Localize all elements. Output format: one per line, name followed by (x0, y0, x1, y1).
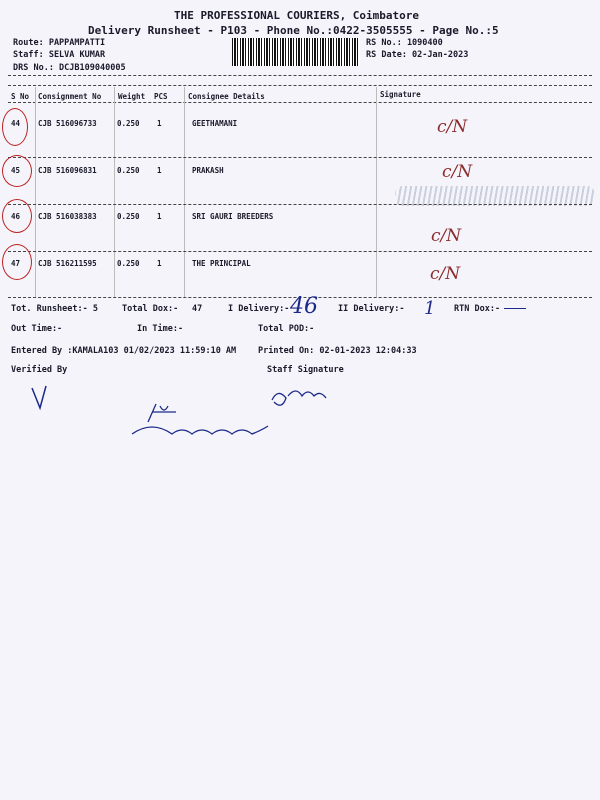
company-title: THE PROFESSIONAL COURIERS, Coimbatore (174, 9, 420, 22)
handwritten-signatures (20, 382, 340, 442)
entered-by: Entered By :KAMALA103 01/02/2023 11:59:10 AM (11, 346, 237, 356)
staff-signature-label: Staff Signature (267, 365, 344, 375)
col-header-pcs: PCS (154, 92, 168, 101)
barcode (232, 38, 360, 66)
printed-on: Printed On: 02-01-2023 12:04:33 (258, 346, 417, 356)
row-weight: 0.250 (117, 259, 140, 268)
rtn-dox-label: RTN Dox:- (454, 304, 501, 314)
divider (8, 75, 592, 76)
total-dox-value: 47 (192, 304, 203, 314)
column-line (376, 87, 377, 297)
ii-delivery-label: II Delivery:- (338, 304, 405, 314)
row-consignee: SRI GAURI BREEDERS (192, 212, 274, 221)
verified-by-label: Verified By (11, 365, 68, 375)
divider (8, 85, 592, 86)
row-consignment: CJB 516096733 (38, 119, 97, 128)
out-time: Out Time:- (11, 324, 63, 334)
total-pod: Total POD:- (258, 324, 315, 334)
in-time: In Time:- (137, 324, 184, 334)
ink-circle (2, 199, 32, 233)
row-sno: 44 (11, 119, 21, 128)
tot-runsheet: Tot. Runsheet:- 5 (11, 304, 98, 314)
row-signature: c/N (431, 226, 462, 246)
row-pcs: 1 (157, 259, 162, 268)
row-consignment: CJB 516096831 (38, 166, 97, 175)
divider (8, 157, 592, 158)
col-header-sno: S No (11, 92, 30, 101)
divider (8, 102, 592, 103)
col-header-consignment: Consignment No (38, 92, 102, 101)
ink-circle (2, 155, 32, 187)
row-sno: 45 (11, 166, 21, 175)
ink-circle (2, 244, 32, 280)
row-weight: 0.250 (117, 212, 140, 221)
row-consignee: THE PRINCIPAL (192, 259, 251, 268)
staff-label: Staff: SELVA KUMAR (13, 50, 106, 60)
divider (8, 251, 592, 252)
rs-number: RS No.: 1090400 (366, 38, 443, 48)
divider (8, 204, 592, 205)
row-signature: c/N (442, 162, 473, 182)
i-delivery-label: I Delivery:- (228, 304, 290, 314)
scribble-mark (395, 186, 595, 206)
row-consignment: CJB 516211595 (38, 259, 97, 268)
row-sno: 47 (11, 259, 21, 268)
row-sno: 46 (11, 212, 21, 221)
row-weight: 0.250 (117, 166, 140, 175)
row-pcs: 1 (157, 119, 162, 128)
route-label: Route: PAPPAMPATTI (13, 38, 106, 48)
row-signature: c/N (437, 117, 468, 137)
rtn-dox-dash (504, 308, 526, 309)
total-dox-label: Total Dox:- (122, 304, 179, 314)
row-weight: 0.250 (117, 119, 140, 128)
runsheet-subtitle: Delivery Runsheet - P103 - Phone No.:0422-3505555 - Page No.:5 (88, 24, 499, 37)
rs-date: RS Date: 02-Jan-2023 (366, 50, 469, 60)
col-header-signature: Signature (380, 90, 421, 99)
row-pcs: 1 (157, 166, 162, 175)
i-delivery-handwritten: 46 (290, 294, 318, 319)
ink-circle (2, 108, 28, 146)
column-line (114, 87, 115, 297)
row-pcs: 1 (157, 212, 162, 221)
col-header-consignee: Consignee Details (188, 92, 265, 101)
drs-number: DRS No.: DCJB109040005 (13, 63, 126, 73)
column-line (35, 87, 36, 297)
col-header-weight: Weight (118, 92, 146, 101)
row-consignee: GEETHAMANI (192, 119, 238, 128)
ii-delivery-handwritten: 1 (424, 298, 436, 319)
column-line (184, 87, 185, 297)
row-signature: c/N (430, 264, 461, 284)
row-consignment: CJB 516038383 (38, 212, 97, 221)
row-consignee: PRAKASH (192, 166, 224, 175)
